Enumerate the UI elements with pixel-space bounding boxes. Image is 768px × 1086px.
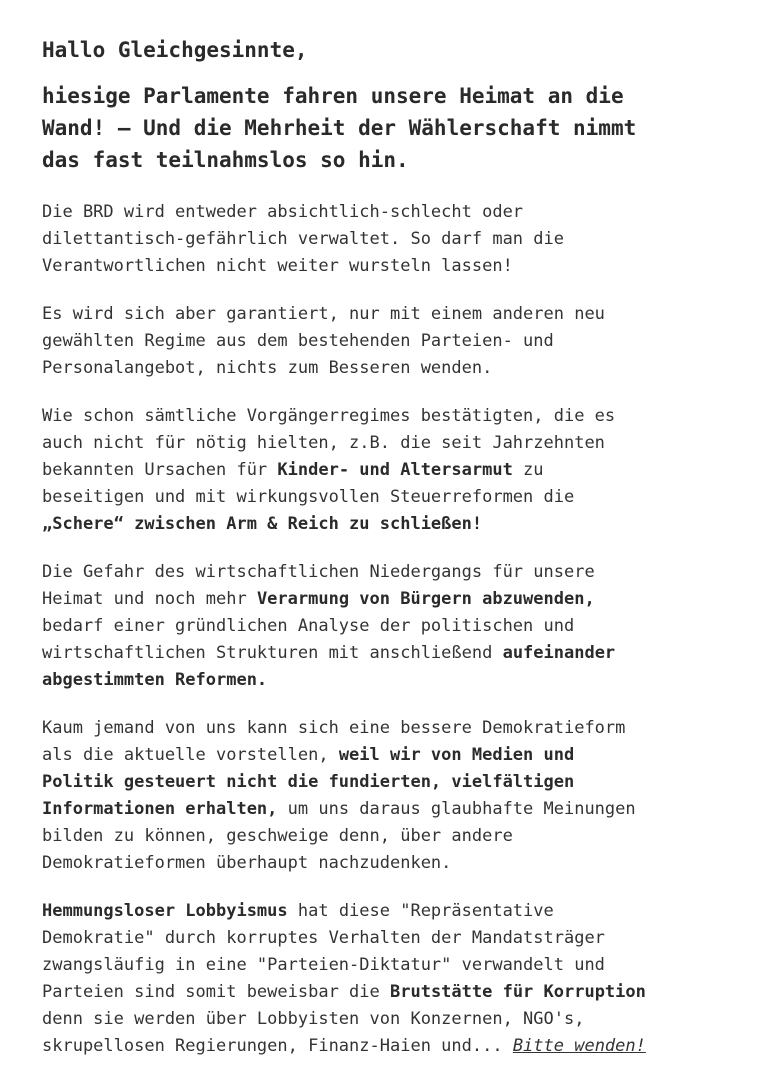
paragraph-2 [42, 301, 742, 382]
paragraph-5-emphasis-a: weil wir von Medien und Politik gesteuert nicht die fundierten, vielfältigen Informationen erhalten, [42, 745, 575, 819]
paragraph-5 [42, 715, 742, 877]
paragraph-1-text: Die BRD wird entweder absichtlich-schlecht oder dilettantisch-gefährlich verwaltet. So darf man die Verantwortlichen nicht weiter wursteln lassen! [42, 202, 564, 276]
paragraph-6-emphasis-b: Brutstätte für Korruption [390, 982, 646, 1002]
paragraph-2-text: Es wird sich aber garantiert, nur mit einem anderen neu gewählten Regime aus dem bestehenden Parteien- und Personalangebot, nichts zum Besseren wenden. [42, 304, 605, 378]
paragraph-3-emphasis-a: Kinder- und Altersarmut [277, 460, 513, 480]
paragraph-4-text-b: bedarf einer gründlichen Analyse der politischen und wirtschaftlichen Strukturen mit anschließend [42, 616, 575, 663]
greeting-heading: Hallo Gleichgesinnte, [42, 38, 308, 62]
paragraph-6-text-b: denn sie werden über Lobbyisten von Konzernen, NGO's, skrupellosen Regierungen, Finanz-Haien und... [42, 1009, 585, 1056]
paragraph-4-text-a: Die Gefahr des wirtschaftlichen Niedergangs für unsere Heimat und noch mehr [42, 562, 595, 609]
paragraph-4-emphasis-b: aufeinander abgestimmten Reformen. [42, 643, 616, 690]
paragraph-1 [42, 199, 742, 280]
paragraph-3-text-b: zu beseitigen und mit wirkungsvollen Steuerreformen die [42, 460, 575, 507]
paragraph-5-text-a: Kaum jemand von uns kann sich eine bessere Demokratieform als die aktuelle vorstellen, [42, 718, 626, 765]
paragraph-6-text-a: hat diese "Repräsentative Demokratie" durch korruptes Verhalten der Mandatsträger zwangsläufig in eine "Parteien-Diktatur" verwandelt und Parteien sind somit beweisbar die [42, 901, 605, 1002]
paragraph-3 [42, 403, 742, 538]
paragraph-3-text-a: Wie schon sämtliche Vorgängerregimes bestätigten, die es auch nicht für nötig hielten, z.B. die seit Jahrzehnten bekannten Ursachen für [42, 406, 616, 480]
paragraph-4 [42, 559, 742, 694]
paragraph-4-emphasis-a: Verarmung von Bürgern abzuwenden, [256, 589, 595, 609]
paragraph-6-emphasis-a: Hemmungsloser Lobbyismus [42, 901, 288, 921]
please-turn-over-link[interactable]: Bitte wenden! [512, 1036, 646, 1056]
flyer-page [42, 34, 742, 1081]
paragraph-6 [42, 898, 742, 1060]
paragraph-5-text-b: um uns daraus glaubhafte Meinungen bilden zu können, geschweige denn, über andere Demokratieformen überhaupt nachzudenken. [42, 799, 636, 873]
paragraph-3-emphasis-b: „Schere“ zwischen Arm & Reich zu schließen! [42, 514, 483, 534]
headline: hiesige Parlamente fahren unsere Heimat an die Wand! – Und die Mehrheit der Wählerschaft nimmt das fast teilnahmslos so hin. [42, 84, 637, 172]
